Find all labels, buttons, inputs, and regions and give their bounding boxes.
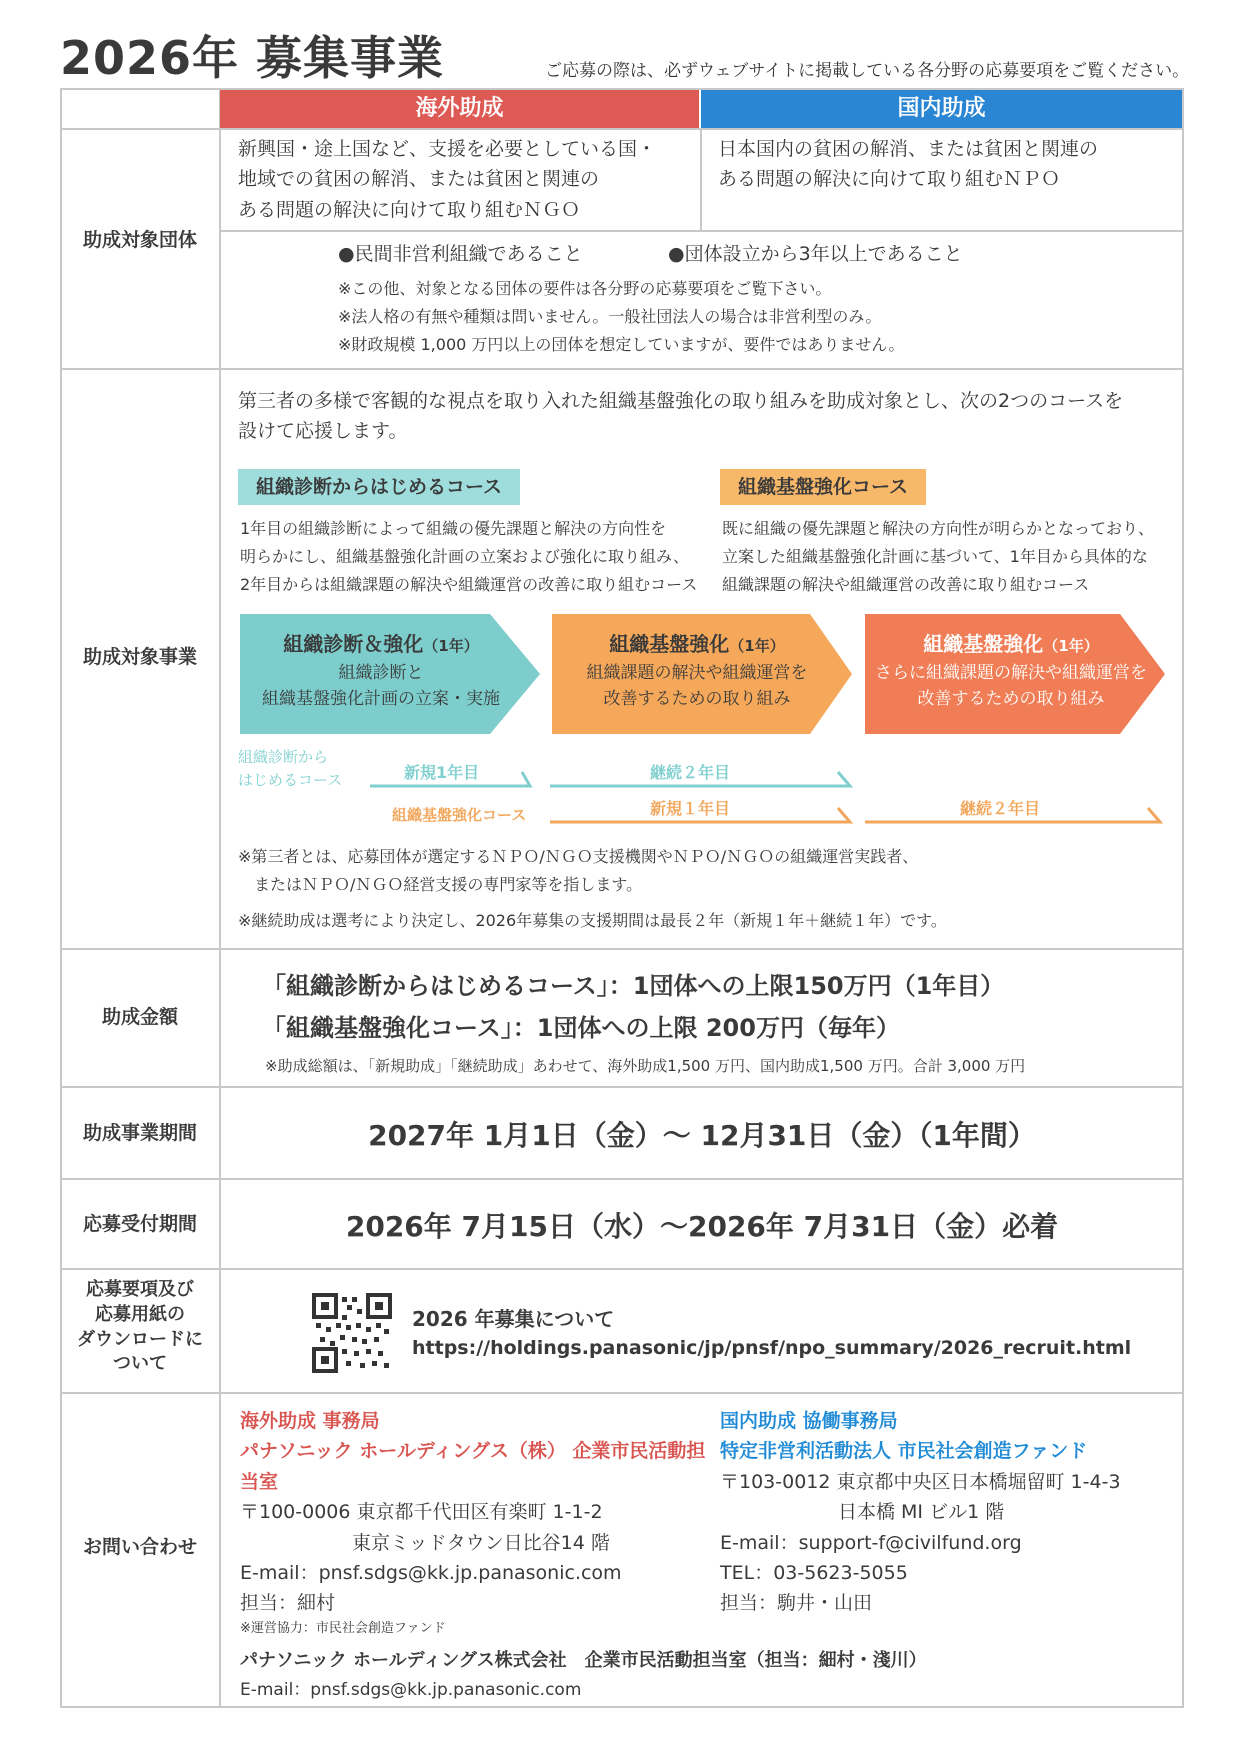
overseas-coop: ※運営協力：市民社会創造ファンド <box>240 1620 446 1636</box>
text-line: ある問題の解決に向けて取り組むＮＧＯ <box>238 198 581 221</box>
text-line: 2年目からは組織課題の解決や組織運営の改善に取り組むコース <box>240 575 698 594</box>
text-line: 応募用紙の <box>95 1303 185 1325</box>
text-line: 1年目の組織診断によって組織の優先課題と解決の方向性を <box>240 519 667 538</box>
step-3 <box>868 628 1154 712</box>
domestic-person: 担当：駒井・山田 <box>720 1592 873 1615</box>
text-line: 組織基盤強化計画の立案・実施 <box>262 688 500 709</box>
step-1-sub: （1年） <box>423 637 479 655</box>
text-line: 既に組織の優先課題と解決の方向性が明らかとなっており、 <box>722 519 1155 538</box>
download-url-link[interactable]: https://holdings.panasonic/jp/pnsf/npo_summary/2026_recruit.html <box>412 1337 1132 1359</box>
download-label <box>60 1278 220 1377</box>
project-label: 助成対象事業 <box>82 646 197 668</box>
text-line: 応募要項及び <box>86 1279 194 1300</box>
course-b-description <box>722 515 1182 599</box>
text-line: 組織診断から <box>238 748 329 766</box>
qr-code-icon[interactable] <box>312 1293 392 1373</box>
project-footnotes <box>238 843 1178 935</box>
timeline-course-a-label <box>238 746 342 791</box>
domestic-email[interactable]: E-mail：support-f@civilfund.org <box>720 1531 1022 1554</box>
note-line: ※継続助成は選考により決定し、2026年募集の支援期間は最長２年（新規１年＋継続１年）です。 <box>238 911 947 930</box>
note-line: ※この他、対象となる団体の要件は各分野の応募要項をご覧下さい。 <box>338 279 832 298</box>
overseas-contact <box>240 1406 710 1640</box>
step-1-title: 組織診断＆強化 <box>283 632 424 656</box>
note-line: ※第三者とは、応募団体が選定するＮＰＯ/ＮＧＯ支援機関やＮＰＯ/ＮＧＯの組織運営実践者、 <box>238 847 919 866</box>
contact-label: お問い合わせ <box>82 1536 197 1558</box>
timeline-a-new: 新規1年目 <box>404 763 480 782</box>
text-line: 日本国内の貧困の解消、または貧困と関連の <box>718 138 1099 160</box>
amount-label: 助成金額 <box>101 1006 178 1028</box>
requirement-nonprofit: ●民間非営利組織であること <box>338 243 583 265</box>
period-value: 2027年 1月1日（金）～ 12月31日（金）（1年間） <box>368 1119 1036 1152</box>
domestic-eligible-text <box>718 134 1178 195</box>
application-label: 応募受付期間 <box>82 1213 197 1235</box>
requirement-years: ●団体設立から3年以上であること <box>668 243 963 265</box>
company-contact: パナソニック ホールディングス株式会社 企業市民活動担当室（担当：細村・淺川） <box>240 1650 927 1671</box>
timeline-b-new: 新規１年目 <box>650 799 731 818</box>
text-line: 第三者の多様で客観的な視点を取り入れた組織基盤強化の取り組みを助成対象とし、次の2つのコースを <box>238 390 1124 412</box>
note-line: ※法人格の有無や種類は問いません。一般社団法人の場合は非営利型のみ。 <box>338 307 882 326</box>
text-line: 改善するための取り組み <box>917 688 1105 709</box>
note-line: ※財政規模 1,000 万円以上の団体を想定していますが、要件ではありません。 <box>338 335 905 354</box>
divider <box>60 128 1184 130</box>
text-line: 地域での貧困の解消、または貧困と関連の <box>238 168 600 191</box>
text-line: 立案した組織基盤強化計画に基づいて、1年目から具体的な <box>722 547 1148 566</box>
course-a-description <box>240 515 700 599</box>
timeline-a-continue: 継続２年目 <box>650 763 731 782</box>
application-value: 2026年 7月15日（水）～2026年 7月31日（金）必着 <box>345 1210 1059 1243</box>
overseas-email[interactable]: E-mail：pnsf.sdgs@kk.jp.panasonic.com <box>240 1561 622 1584</box>
divider <box>219 230 1184 232</box>
overseas-column-header: 海外助成 <box>220 90 699 128</box>
step-2 <box>556 628 838 712</box>
amount-course-a: 「組織診断からはじめるコース」：1団体への上限150万円（1年目） <box>262 972 1005 1000</box>
eligible-label: 助成対象団体 <box>82 229 197 251</box>
overseas-person: 担当：細村 <box>240 1592 336 1615</box>
domestic-office: 国内助成 協働事務局 <box>720 1410 898 1432</box>
overseas-office: 海外助成 事務局 <box>240 1410 380 1432</box>
overseas-address-1: 〒100-0006 東京都千代田区有楽町 1-1-2 <box>240 1501 603 1524</box>
text-line: ダウンロードに <box>77 1328 203 1350</box>
project-intro <box>238 386 1178 447</box>
domestic-contact <box>720 1406 1180 1619</box>
period-label: 助成事業期間 <box>82 1122 197 1144</box>
text-line: ある問題の解決に向けて取り組むＮＰＯ <box>718 168 1061 191</box>
overseas-address-2: 東京ミッドタウン日比谷14 階 <box>352 1531 610 1554</box>
text-line: 新興国・途上国など、支援を必要としている国・ <box>238 138 657 160</box>
text-line: 明らかにし、組織基盤強化計画の立案および強化に取り組み、 <box>240 547 689 566</box>
company-email[interactable]: E-mail：pnsf.sdgs@kk.jp.panasonic.com <box>240 1680 582 1700</box>
divider <box>60 948 1184 950</box>
course-a-tag: 組織診断からはじめるコース <box>238 469 520 505</box>
domestic-org: 特定非営利活動法人 市民社会創造ファンド <box>720 1440 1088 1463</box>
page-title: 2026年 募集事業 <box>60 31 445 85</box>
overseas-eligible-text <box>238 134 693 225</box>
eligible-notes <box>338 275 1168 359</box>
step-1 <box>240 628 522 712</box>
divider <box>60 1086 1184 1088</box>
domestic-address-1: 〒103-0012 東京都中央区日本橋堀留町 1-4-3 <box>720 1470 1121 1493</box>
domestic-column-header: 国内助成 <box>701 90 1182 128</box>
step-3-sub: （1年） <box>1043 637 1099 655</box>
step-2-sub: （1年） <box>729 637 785 655</box>
label-column-divider <box>219 88 221 1708</box>
divider <box>60 368 1184 370</box>
step-2-title: 組織基盤強化 <box>609 632 730 656</box>
text-line: はじめるコース <box>238 770 343 789</box>
text-line: 改善するための取り組み <box>603 688 791 709</box>
overseas-org: パナソニック ホールディングス（株） 企業市民活動担当室 <box>240 1440 706 1493</box>
timeline-course-b-label: 組織基盤強化コース <box>392 806 527 824</box>
course-b-tag: 組織基盤強化コース <box>720 469 926 505</box>
amount-course-b: 「組織基盤強化コース」：1団体への上限 200万円（毎年） <box>262 1014 900 1042</box>
divider <box>60 1178 1184 1180</box>
divider <box>60 1268 1184 1270</box>
divider <box>700 128 702 230</box>
text-line: さらに組織課題の解決や組織運営を <box>875 663 1147 683</box>
amount-note: ※助成総額は、「新規助成」「継続助成」あわせて、海外助成1,500 万円、国内助成1,500 万円。合計 3,000 万円 <box>265 1057 1026 1075</box>
note-line: またはＮＰＯ/ＮＧＯ経営支援の専門家等を指します。 <box>238 875 643 894</box>
text-line: 設けて応援します。 <box>238 420 408 443</box>
text-line: ついて <box>113 1353 167 1375</box>
download-title: 2026 年募集について <box>412 1307 615 1331</box>
domestic-tel[interactable]: TEL：03-5623-5055 <box>720 1561 908 1584</box>
text-line: 組織課題の解決や組織運営の改善に取り組むコース <box>722 575 1090 594</box>
text-line: 組織診断と <box>338 663 424 683</box>
timeline-b-continue: 継続２年目 <box>960 799 1041 818</box>
divider <box>60 1392 1184 1394</box>
text-line: 組織課題の解決や組織運営を <box>586 663 808 683</box>
domestic-address-2: 日本橋 MI ビル1 階 <box>838 1501 1005 1524</box>
header-note: ご応募の際は、必ずウェブサイトに掲載している各分野の応募要項をご覧ください。 <box>545 61 1190 81</box>
step-3-title: 組織基盤強化 <box>923 632 1044 656</box>
